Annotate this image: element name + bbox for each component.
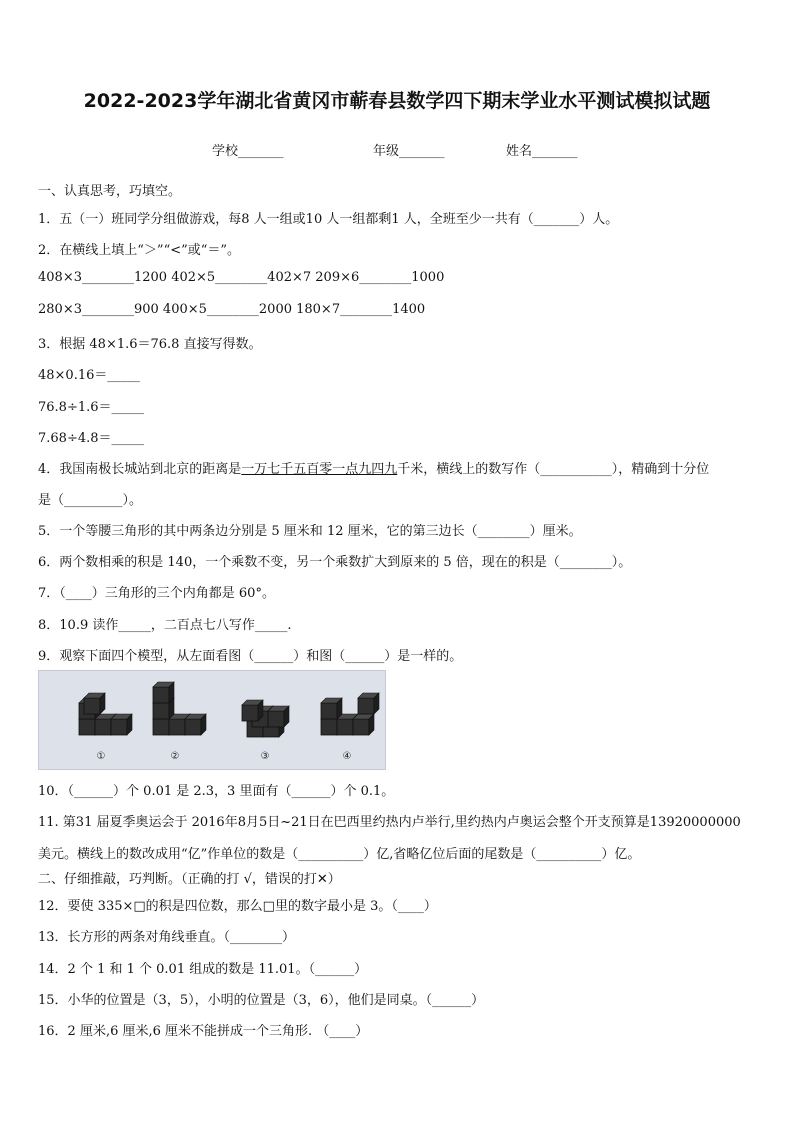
cube-models-figure bbox=[38, 670, 386, 770]
question-14: 14．2 个 1 和 1 个 0.01 组成的数是 11.01。（______） bbox=[38, 962, 368, 977]
question-8: 8．10.9 读作_____，二百点七八写作_____. bbox=[38, 618, 292, 633]
question-4-prefix: 4．我国南极长城站到北京的距离是 bbox=[38, 462, 242, 477]
question-2-row-2: 280×3________900 400×5________2000 180×7________1400 bbox=[38, 302, 426, 317]
model-3 bbox=[242, 700, 289, 737]
model-label-4: ④ bbox=[342, 751, 352, 762]
question-3-a: 48×0.16＝_____ bbox=[38, 368, 140, 383]
question-3-b: 76.8÷1.6＝_____ bbox=[38, 400, 145, 415]
question-16: 16．2 厘米,6 厘米,6 厘米不能拼成一个三角形. （____） bbox=[38, 1024, 369, 1039]
question-4-line-2: 是（_________）。 bbox=[38, 493, 143, 508]
model-label-1: ① bbox=[96, 751, 106, 762]
model-1 bbox=[79, 693, 132, 735]
question-2-row-1: 408×3________1200 402×5________402×7 209×6________1000 bbox=[38, 270, 445, 285]
model-4 bbox=[321, 693, 379, 735]
question-11: 11. 第31 届夏季奥运会于 2016年8月5日~21日在巴西里约热内卢举行,里约热内卢奥运会整个开支预算是13920000000 bbox=[38, 815, 741, 830]
question-5: 5．一个等腰三角形的其中两条边分别是 5 厘米和 12 厘米，它的第三边长（________）厘米。 bbox=[38, 524, 582, 539]
question-6: 6．两个数相乘的积是 140，一个乘数不变，另一个乘数扩大到原来的 5 倍，现在的积是（________）。 bbox=[38, 555, 632, 570]
question-9: 9．观察下面四个模型，从左面看图（______）和图（______）是一样的。 bbox=[38, 649, 463, 664]
school-field: 学校_______ bbox=[212, 144, 284, 159]
question-4-underlined-number: 一万七千五百零一点九四九 bbox=[241, 462, 398, 477]
question-3: 3．根据 48×1.6＝76.8 直接写得数。 bbox=[38, 337, 262, 352]
question-1: 1．五（一）班同学分组做游戏，每8 人一组或10 人一组都剩1 人，全班至少一共有（_______）人。 bbox=[38, 212, 619, 227]
question-3-c: 7.68÷4.8＝_____ bbox=[38, 431, 145, 446]
question-4-suffix: 千米，横线上的数写作（___________），精确到十分位 bbox=[397, 462, 710, 477]
question-15: 15．小华的位置是（3，5），小明的位置是（3，6），他们是同桌。（______） bbox=[38, 993, 485, 1008]
model-label-3: ③ bbox=[260, 751, 270, 762]
question-11-line-2: 美元。横线上的数改成用“亿”作单位的数是（__________）亿,省略亿位后面的尾数是（__________）亿。 bbox=[38, 847, 641, 862]
section-2-heading: 二、仔细推敲，巧判断。（正确的打 √，错误的打✕） bbox=[38, 872, 341, 887]
model-label-2: ② bbox=[170, 751, 180, 762]
page-title: 2022-2023学年湖北省黄冈市蕲春县数学四下期末学业水平测试模拟试题 bbox=[83, 90, 711, 112]
question-10: 10．（______）个 0.01 是 2.3，3 里面有（______）个 0.1。 bbox=[38, 784, 395, 799]
question-4 bbox=[38, 458, 709, 477]
grade-field: 年级_______ bbox=[373, 144, 445, 159]
question-13: 13．长方形的两条对角线垂直。（________） bbox=[38, 930, 296, 945]
question-7: 7．（____）三角形的三个内角都是 60°。 bbox=[38, 586, 275, 601]
question-2: 2．在横线上填上“＞”“<”或“＝”。 bbox=[38, 243, 241, 258]
section-1-heading: 一、认真思考，巧填空。 bbox=[38, 184, 182, 199]
model-2 bbox=[153, 682, 206, 735]
cube-models-drawing bbox=[39, 671, 385, 769]
name-field: 姓名_______ bbox=[506, 144, 578, 159]
question-12: 12．要使 335×□的积是四位数，那么□里的数字最小是 3。（____） bbox=[38, 899, 437, 914]
